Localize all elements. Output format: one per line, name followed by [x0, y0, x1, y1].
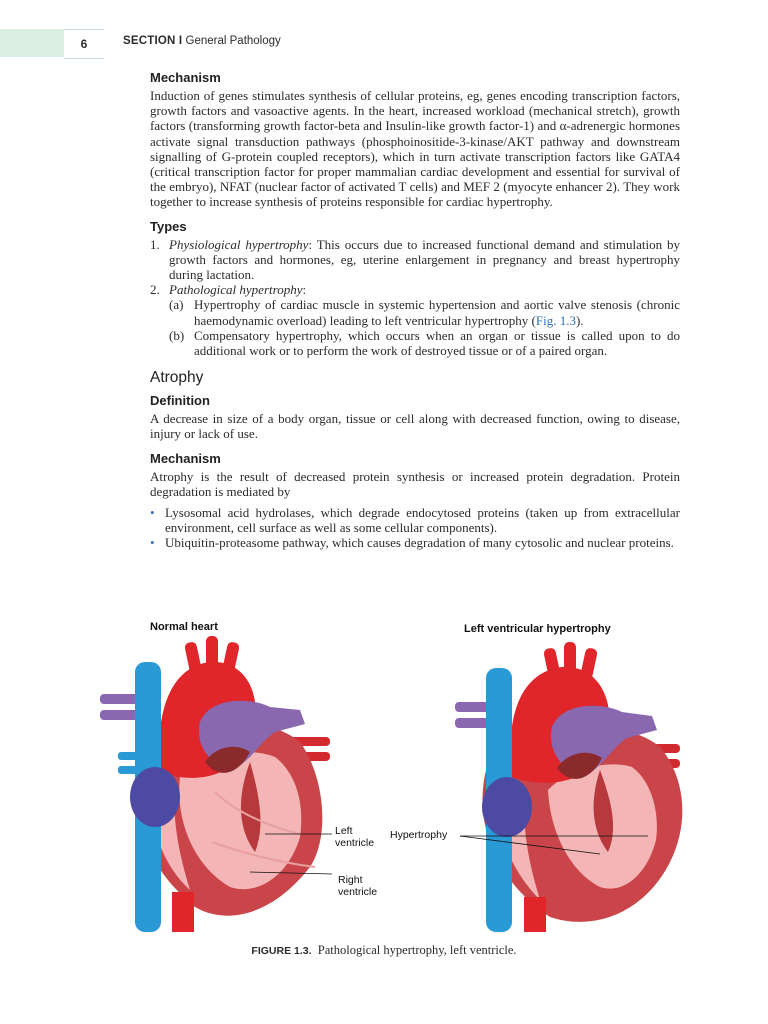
types-item-1-text: : This occurs due to increased functional demand and stimulation by growth factors and hormones, eg, uterine enlargement in pregnancy and breast hypertrophy during lactation. [169, 236, 680, 283]
bullet-text: Lysosomal acid hydrolases, which degrade endocytosed proteins (taken up from extracellular environment, cell surface as well as some cellular components). [165, 505, 680, 536]
bullet-text: Ubiquitin-proteasome pathway, which causes degradation of many cytosolic and nuclear proteins. [165, 535, 674, 551]
section-title: General Pathology [185, 35, 281, 47]
label-line: Right [338, 874, 363, 886]
hypertrophy-heart-title: Left ventricular hypertrophy [464, 623, 611, 635]
mechanism-paragraph: Induction of genes stimulates synthesis of cellular proteins, eg, genes encoding transcription factors, growth factors and vasoactive agents. In the heart, increased workload (mechanical stretch), growth factors (transforming growth factor-beta and Insulin-like growth factor-1) and α-adrenergic hormones activate signal transduction pathways (phosphoinositide-3-kinase/AKT pathway and downstream signalling of G-protein coupled receptors), which in turn activate transcription factors like GATA4 (critical transcription factor for proper mammalian cardiac development and essential for survival of the embryo), NFAT (nuclear factor of activated T cells) and MEF 2 (myocyte enhancer 2). They work together to increase synthesis of proteins responsible for cardiac hypertrophy. [150, 88, 680, 210]
normal-heart-title: Normal heart [150, 621, 218, 633]
atrophy-mechanism-paragraph: Atrophy is the result of decreased protein synthesis or increased protein degradation. Protein degradation is mediated by [150, 468, 680, 499]
types-subitem-a-end: ). [575, 312, 584, 328]
label-line: ventricle [335, 837, 375, 849]
atrophy-heading: Atrophy [150, 369, 204, 387]
definition-paragraph: A decrease in size of a body organ, tissue or cell along with decreased function, owing to disease, injury or lack of use. [150, 411, 680, 442]
types-subitem-a [150, 297, 680, 327]
label-line: ventricle [338, 886, 378, 898]
atrophy-mechanism-heading: Mechanism [150, 450, 221, 466]
types-item-1-term: Physiological hypertrophy [169, 236, 309, 252]
bullet-icon: • [150, 505, 155, 521]
heart-illustration [100, 612, 690, 932]
types-item-1 [150, 237, 680, 283]
section-label: SECTION I [123, 35, 183, 47]
list-number: 2. [150, 282, 160, 298]
subitem-mark: (b) [169, 327, 185, 343]
figure-link[interactable]: Fig. 1.3 [535, 312, 576, 328]
figure-caption [0, 943, 768, 958]
right-ventricle-label [338, 874, 377, 898]
types-subitem-b [150, 328, 680, 358]
figure-1-3 [100, 612, 690, 932]
subitem-mark: (a) [169, 297, 184, 313]
types-item-2-term: Pathological hypertrophy [169, 282, 303, 298]
caption-label: FIGURE 1.3. [251, 945, 312, 957]
types-subitem-a-text: Hypertrophy of cardiac muscle in systemic hypertension and aortic valve stenosis (chronic haemodynamic overload) leading to left ventricular hypertrophy ( [194, 297, 680, 328]
mechanism-heading: Mechanism [150, 70, 221, 85]
types-subitem-b-text: Compensatory hypertrophy, which occurs when an organ or tissue is called upon to do additional work or to perform the work of destroyed tissue or of a paired organ. [194, 327, 680, 359]
list-number: 1. [150, 236, 160, 252]
types-item-2 [150, 282, 680, 297]
left-ventricle-label [335, 825, 374, 849]
running-head [123, 35, 281, 47]
hypertrophy-heart-drawing [455, 642, 682, 932]
types-item-2-colon: : [302, 282, 307, 298]
bullet-icon: • [150, 535, 155, 551]
page-content [150, 70, 680, 551]
label-line: Left [335, 825, 353, 837]
definition-heading: Definition [150, 393, 210, 409]
list-item [150, 505, 680, 535]
list-item [150, 535, 680, 550]
page-number: 6 [64, 29, 104, 59]
normal-heart-drawing [100, 636, 332, 932]
hypertrophy-label: Hypertrophy [390, 829, 448, 841]
types-heading: Types [150, 218, 187, 234]
caption-text: Pathological hypertrophy, left ventricle. [317, 943, 517, 957]
